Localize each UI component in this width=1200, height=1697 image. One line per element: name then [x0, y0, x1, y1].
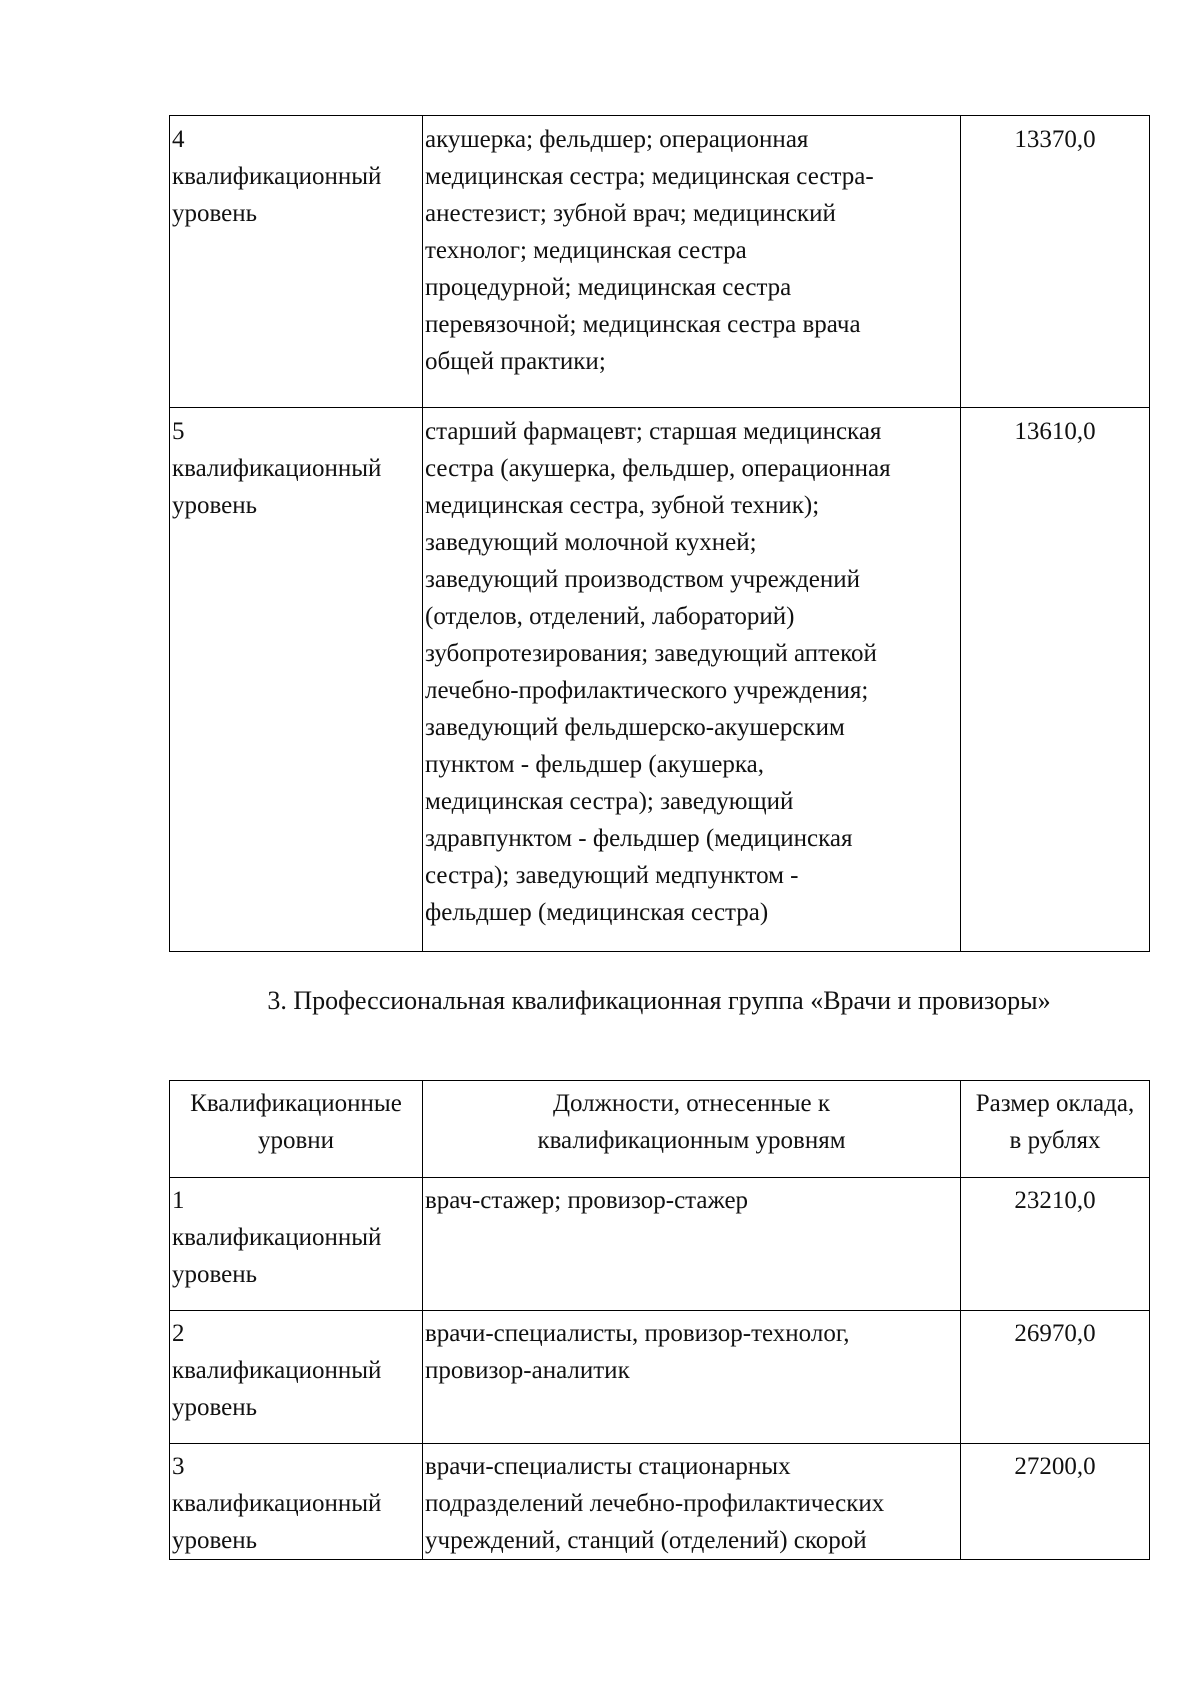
- table-row: [170, 1311, 1150, 1444]
- positions-line: пунктом - фельдшер (акушерка,: [425, 751, 765, 778]
- level-line: 5: [172, 418, 185, 445]
- level-line: квалификационный: [172, 163, 382, 190]
- level-cell: [170, 408, 423, 952]
- positions-line: врачи-специалисты стационарных: [425, 1453, 791, 1480]
- positions-line: акушерка; фельдшер; операционная: [425, 126, 809, 153]
- positions-line: сестра (акушерка, фельдшер, операционная: [425, 455, 891, 482]
- level-cell: [170, 1178, 423, 1311]
- qualification-table-doctors: [169, 1080, 1150, 1560]
- table-row: [170, 1178, 1150, 1311]
- positions-line: учреждений, станций (отделений) скорой: [425, 1527, 867, 1554]
- positions-line: сестра); заведующий медпунктом -: [425, 862, 799, 889]
- positions-line: технолог; медицинская сестра: [425, 237, 747, 264]
- positions-line: врач-стажер; провизор-стажер: [425, 1187, 749, 1214]
- positions-cell: [423, 1178, 961, 1311]
- header-line: уровни: [257, 1127, 335, 1154]
- salary-cell: 23210,0: [961, 1178, 1150, 1311]
- level-cell: [170, 1444, 423, 1560]
- header-line: квалификационным уровням: [537, 1127, 846, 1154]
- positions-line: общей практики;: [425, 348, 606, 375]
- positions-line: анестезист; зубной врач; медицинский: [425, 200, 836, 227]
- table-row: [170, 116, 1150, 408]
- positions-line: зубопротезирования; заведующий аптекой: [425, 640, 877, 667]
- salary-cell: 27200,0: [961, 1444, 1150, 1560]
- level-line: квалификационный: [172, 1357, 382, 1384]
- header-line: Размер оклада,: [975, 1090, 1135, 1117]
- header-salary: [961, 1081, 1150, 1178]
- level-line: 3: [172, 1453, 185, 1480]
- level-line: уровень: [172, 492, 258, 519]
- level-line: квалификационный: [172, 455, 382, 482]
- table-header-row: [170, 1081, 1150, 1178]
- positions-line: перевязочной; медицинская сестра врача: [425, 311, 861, 338]
- level-line: уровень: [172, 1394, 258, 1421]
- positions-line: подразделений лечебно-профилактических: [425, 1490, 885, 1517]
- positions-line: старший фармацевт; старшая медицинская: [425, 418, 882, 445]
- positions-line: заведующий фельдшерско-акушерским: [425, 714, 845, 741]
- table-row: [170, 408, 1150, 952]
- level-line: 4: [172, 126, 185, 153]
- table-row: [170, 1444, 1150, 1560]
- positions-line: медицинская сестра, зубной техник);: [425, 492, 820, 519]
- positions-line: медицинская сестра); заведующий: [425, 788, 794, 815]
- positions-cell: [423, 1311, 961, 1444]
- salary-cell: 13370,0: [961, 116, 1150, 408]
- positions-line: здравпунктом - фельдшер (медицинская: [425, 825, 853, 852]
- level-line: уровень: [172, 1261, 258, 1288]
- level-line: квалификационный: [172, 1490, 382, 1517]
- positions-line: фельдшер (медицинская сестра): [425, 899, 769, 926]
- header-line: Должности, отнесенные к: [552, 1090, 831, 1117]
- level-line: 1: [172, 1187, 185, 1214]
- qualification-table-nursing: [169, 115, 1150, 952]
- positions-cell: [423, 116, 961, 408]
- salary-cell: 13610,0: [961, 408, 1150, 952]
- level-line: 2: [172, 1320, 185, 1347]
- positions-line: лечебно-профилактического учреждения;: [425, 677, 869, 704]
- positions-line: заведующий производством учреждений: [425, 566, 860, 593]
- salary-cell: 26970,0: [961, 1311, 1150, 1444]
- level-line: квалификационный: [172, 1224, 382, 1251]
- positions-line: провизор-аналитик: [425, 1357, 630, 1384]
- positions-cell: [423, 1444, 961, 1560]
- header-line: в рублях: [1009, 1127, 1101, 1154]
- positions-line: процедурной; медицинская сестра: [425, 274, 792, 301]
- header-positions: [423, 1081, 961, 1178]
- positions-line: заведующий молочной кухней;: [425, 529, 757, 556]
- level-line: уровень: [172, 200, 258, 227]
- level-cell: [170, 116, 423, 408]
- positions-line: (отделов, отделений, лабораторий): [425, 603, 795, 630]
- section-heading: 3. Профессиональная квалификационная группа «Врачи и провизоры»: [267, 986, 1051, 1015]
- level-cell: [170, 1311, 423, 1444]
- positions-line: медицинская сестра; медицинская сестра-: [425, 163, 874, 190]
- level-line: уровень: [172, 1527, 258, 1554]
- header-line: Квалификационные: [190, 1090, 402, 1117]
- positions-cell: [423, 408, 961, 952]
- positions-line: врачи-специалисты, провизор-технолог,: [425, 1320, 850, 1347]
- header-levels: [170, 1081, 423, 1178]
